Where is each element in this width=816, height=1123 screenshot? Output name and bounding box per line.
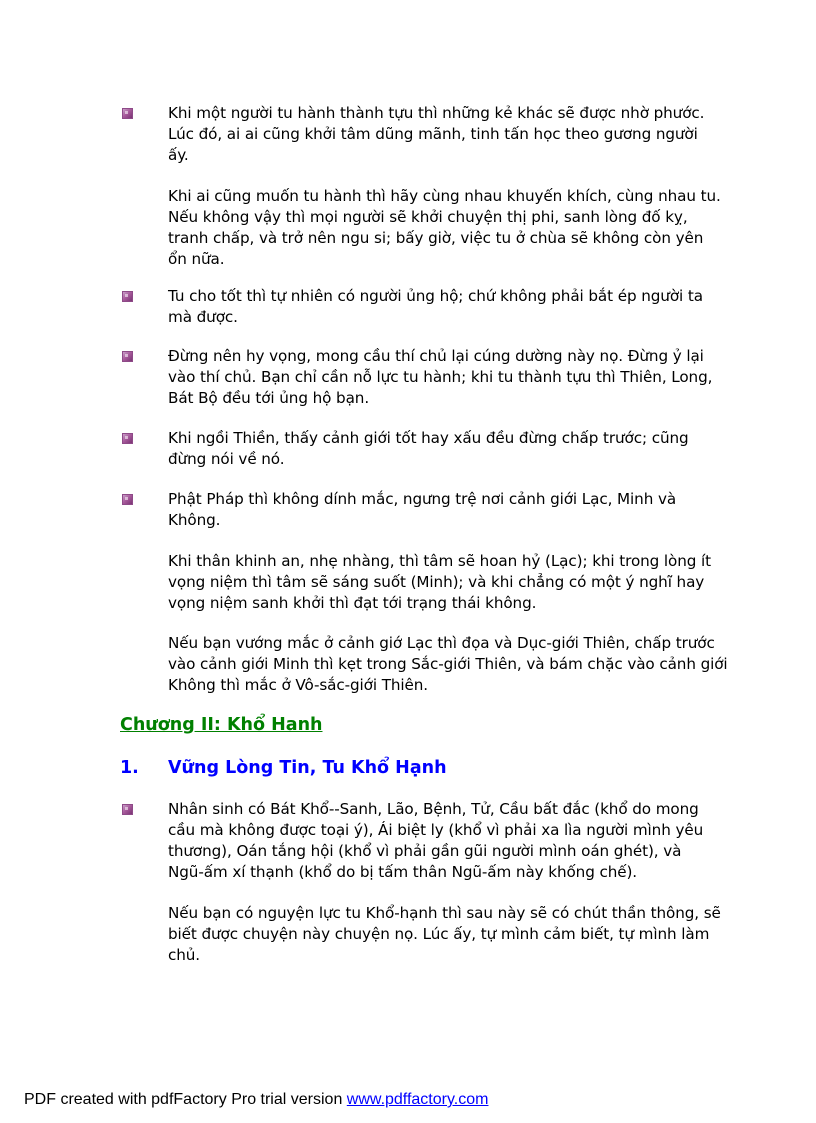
section-number: 1. <box>120 758 139 778</box>
paragraph: Nếu bạn có nguyện lực tu Khổ-hạnh thì sau này sẽ có chút thần thông, sẽ biết được chuyện này chuyện nọ. Lúc ấy, tự mình cảm biết, tự mình làm chủ. <box>168 904 721 964</box>
square-bullet-icon <box>122 108 133 119</box>
pdf-footer <box>24 1090 488 1110</box>
square-bullet-icon <box>122 433 133 444</box>
square-bullet-icon <box>122 804 133 815</box>
paragraph: Nếu bạn vướng mắc ở cảnh giớ Lạc thì đọa và Dục-giới Thiên, chấp trước vào cảnh giới Minh thì kẹt trong Sắc-giới Thiên, và bám chặc vào cảnh giới Không thì mắc ở Vô-sắc-giới Thiên. <box>168 634 728 694</box>
paragraph: Khi một người tu hành thành tựu thì những kẻ khác sẽ được nhờ phước. Lúc đó, ai ai cũng khởi tâm dũng mãnh, tinh tấn học theo gương người ấy. <box>168 104 705 164</box>
paragraph: Khi thân khinh an, nhẹ nhàng, thì tâm sẽ hoan hỷ (Lạc); khi trong lòng ít vọng niệm thì tâm sẽ sáng suốt (Minh); và khi chẳng có một ý nghĩ hay vọng niệm sanh khởi thì đạt tới trạng thái không. <box>168 552 712 612</box>
chapter-heading: Chương II: Khổ Hanh <box>120 715 323 735</box>
paragraph: Khi ai cũng muốn tu hành thì hãy cùng nhau khuyến khích, cùng nhau tu. Nếu không vậy thì mọi người sẽ khởi chuyện thị phi, sanh lòng đố kỵ, tranh chấp, và trở nên ngu si; bấy giờ, việc tu ở chùa sẽ không còn yên ổn nữa. <box>168 187 721 268</box>
footer-text: PDF created with pdfFactory Pro trial version <box>24 1091 347 1108</box>
paragraph: Đừng nên hy vọng, mong cầu thí chủ lại cúng dường này nọ. Đừng ỷ lại vào thí chủ. Bạn chỉ cần nỗ lực tu hành; khi tu thành tựu thì Thiên, Long, Bát Bộ đều tới ủng hộ bạn. <box>168 347 713 407</box>
square-bullet-icon <box>122 291 133 302</box>
square-bullet-icon <box>122 494 133 505</box>
paragraph: Tu cho tốt thì tự nhiên có người ủng hộ; chứ không phải bắt ép người ta mà được. <box>168 287 703 326</box>
paragraph: Khi ngồi Thiền, thấy cảnh giới tốt hay xấu đều đừng chấp trước; cũng đừng nói về nó. <box>168 429 689 468</box>
paragraph: Phật Pháp thì không dính mắc, ngưng trệ nơi cảnh giới Lạc, Minh và Không. <box>168 490 677 529</box>
section-heading: Vững Lòng Tin, Tu Khổ Hạnh <box>168 758 447 778</box>
footer-link[interactable]: www.pdffactory.com <box>346 1091 489 1108</box>
square-bullet-icon <box>122 351 133 362</box>
paragraph: Nhân sinh có Bát Khổ--Sanh, Lão, Bệnh, Tử, Cầu bất đắc (khổ do mong cầu mà không được toại ý), Ái biệt ly (khổ vì phải xa lìa người mình yêu thương), Oán tắng hội (khổ vì phải gần gũi người mình oán ghét), và Ngũ-ấm xí thạnh (khổ do bị tấm thân Ngũ-ấm này khống chế). <box>168 800 704 881</box>
